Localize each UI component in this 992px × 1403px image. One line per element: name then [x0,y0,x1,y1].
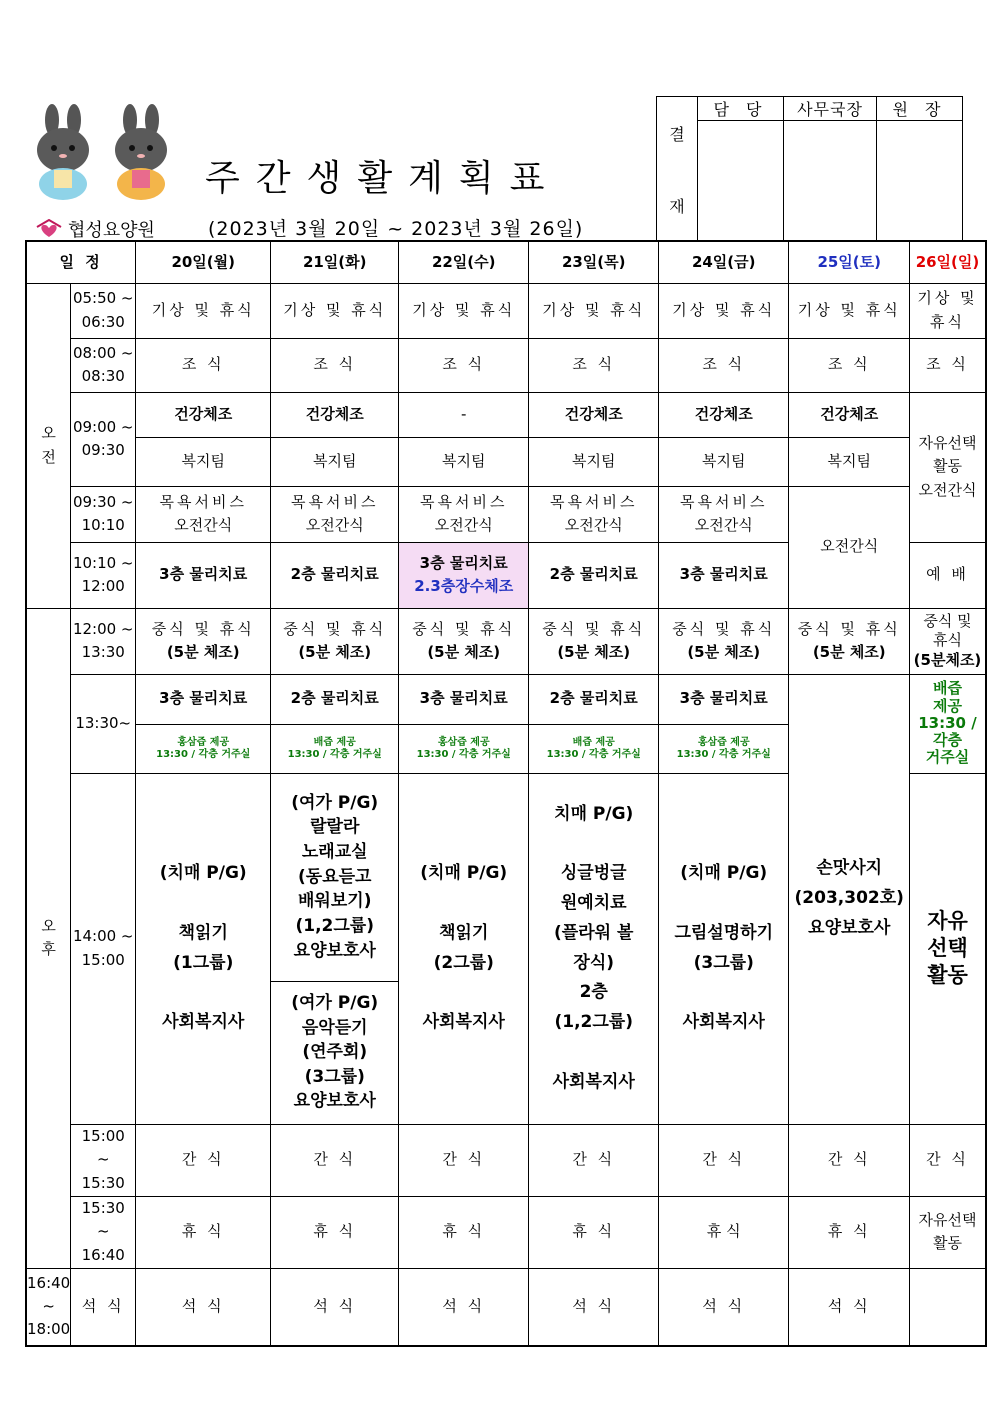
schedule-cell: 간 식 [529,1124,659,1196]
schedule-cell: 기상 및 휴식 [910,283,986,338]
day-header-saturday: 25일(토) [789,241,910,283]
schedule-cell: 석 식 [271,1268,399,1346]
time-cell: 09:00 ~ 09:30 [71,392,136,486]
time-cell: 15:30 ~ 16:40 [71,1196,136,1268]
time-cell: 10:10 ~ 12:00 [71,542,136,608]
approval-box [656,96,963,242]
time-cell: 09:30 ~ 10:10 [71,486,136,542]
schedule-cell: 배즙 제공 13:30 / 각층 거주실 [910,674,986,773]
schedule-period: (2023년 3월 20일 ~ 2023년 3월 26일) [208,218,584,240]
schedule-cell: 석 식 [136,1268,271,1346]
schedule-cell: 3층 물리치료 [399,674,529,724]
day-header: 21일(화) [271,241,399,283]
schedule-cell: 조 식 [529,338,659,392]
schedule-cell: 석 식 [529,1268,659,1346]
schedule-cell: 중식 및 휴식 (5분 체조) [529,608,659,674]
signature-cell[interactable] [877,121,963,242]
schedule-cell: 간 식 [910,1124,986,1196]
schedule-cell: 목욕서비스 오전간식 [659,486,789,542]
schedule-cell: 배즙 제공 13:30 / 각층 거주실 [271,724,399,773]
schedule-cell: 배즙 제공 13:30 / 각층 거주실 [529,724,659,773]
schedule-cell: 2층 물리치료 [529,674,659,724]
program-cell: (여가 P/G) 랄랄라 노래교실 (동요듣고 배워보기) (1,2그룹) 요양보호사 (여가 P/G) 음악듣기 (연주회) (3그룹) 요양보호사 [271,773,399,1124]
schedule-cell: 손맛사지 (203,302호) 요양보호사 [789,674,910,1124]
schedule-cell: 3층 물리치료 [136,542,271,608]
schedule-cell: 건강체조 [136,392,271,437]
schedule-cell-highlight: 3층 물리치료 2.3층장수체조 [399,542,529,608]
approval-role-secretary: 사무국장 [784,97,877,121]
schedule-cell: 3층 물리치료 [659,542,789,608]
schedule-cell: 2층 물리치료 [271,674,399,724]
schedule-cell: 석 식 [659,1268,789,1346]
schedule-cell: 간 식 [136,1124,271,1196]
schedule-cell: 기상 및 휴식 [136,283,271,338]
schedule-cell: 석 식 [399,1268,529,1346]
schedule-cell: 석 식 [71,1268,136,1346]
schedule-cell: - [399,392,529,437]
schedule-cell: 건강체조 [789,392,910,437]
schedule-cell: 건강체조 [529,392,659,437]
schedule-cell: 기상 및 휴식 [271,283,399,338]
schedule-cell: 목욕서비스 오전간식 [271,486,399,542]
table-row [26,1196,986,1268]
schedule-cell: 기상 및 휴식 [659,283,789,338]
schedule-cell: 2층 물리치료 [529,542,659,608]
schedule-cell: 중식 및 휴식 (5분 체조) [399,608,529,674]
schedule-cell: 조 식 [271,338,399,392]
am-label: 오 전 [26,283,71,608]
page-title: 주간생활계획표 [205,158,561,199]
schedule-cell: 복지팀 [659,437,789,486]
approval-role-manager: 담 당 [698,97,784,121]
table-row [26,392,986,437]
schedule-cell: 기상 및 휴식 [789,283,910,338]
time-cell: 12:00 ~ 13:30 [71,608,136,674]
schedule-cell: 휴 식 [659,1196,789,1268]
schedule-cell: 간 식 [659,1124,789,1196]
table-row [26,486,986,542]
schedule-cell: 조 식 [136,338,271,392]
schedule-cell: 휴 식 [529,1196,659,1268]
schedule-cell: 휴 식 [136,1196,271,1268]
schedule-cell: 간 식 [399,1124,529,1196]
table-row [26,437,986,486]
schedule-cell: 홍삼즙 제공 13:30 / 각층 거주실 [136,724,271,773]
table-row [26,608,986,674]
schedule-cell: 간 식 [789,1124,910,1196]
time-cell: 16:40 ~ 18:00 [26,1268,71,1346]
schedule-cell: 홍삼즙 제공 13:30 / 각층 거주실 [659,724,789,773]
day-header: 23일(목) [529,241,659,283]
table-row [26,283,986,338]
schedule-cell: 오전간식 [789,486,910,608]
schedule-cell: 건강체조 [271,392,399,437]
schedule-cell: 예 배 [910,542,986,608]
schedule-cell: 조 식 [910,338,986,392]
schedule-cell: 복지팀 [789,437,910,486]
table-row [26,338,986,392]
schedule-cell: 3층 물리치료 [136,674,271,724]
schedule-cell: 중식 및 휴식 (5분 체조) [789,608,910,674]
schedule-cell: 복지팀 [136,437,271,486]
table-row [26,674,986,724]
time-cell: 14:00 ~ 15:00 [71,773,136,1124]
facility-name [34,216,155,242]
schedule-cell: 중식 및 휴식 (5분체조) [910,608,986,674]
schedule-cell: 3층 물리치료 [659,674,789,724]
signature-cell[interactable] [784,121,877,242]
schedule-cell: 휴 식 [399,1196,529,1268]
facility-label: 협성요양원 [68,220,155,241]
time-cell: 13:30~ [71,674,136,773]
heart-logo-icon [34,219,64,239]
schedule-cell: 목욕서비스 오전간식 [529,486,659,542]
schedule-cell: 복지팀 [271,437,399,486]
schedule-cell: 기상 및 휴식 [399,283,529,338]
schedule-cell: 휴 식 [789,1196,910,1268]
program-cell: 치매 P/G) 싱글벙글 원예치료 (플라워 볼 장식) 2층 (1,2그룹) 사회복지사 [529,773,659,1124]
program-cell: (치매 P/G) 그림설명하기 (3그룹) 사회복지사 [659,773,789,1124]
program-cell: (치매 P/G) 책읽기 (1그룹) 사회복지사 [136,773,271,1124]
corner-label: 일 정 [26,241,136,283]
schedule-cell: 기상 및 휴식 [529,283,659,338]
table-row [26,1124,986,1196]
schedule-cell: 조 식 [789,338,910,392]
schedule-cell: 휴 식 [271,1196,399,1268]
schedule-cell: 목욕서비스 오전간식 [136,486,271,542]
schedule-cell: 석 식 [789,1268,910,1346]
schedule-cell: 건강체조 [659,392,789,437]
time-cell: 05:50 ~ 06:30 [71,283,136,338]
schedule-cell: 중식 및 휴식 (5분 체조) [659,608,789,674]
schedule-cell: 2층 물리치료 [271,542,399,608]
schedule-cell: 홍삼즙 제공 13:30 / 각층 거주실 [399,724,529,773]
time-cell: 15:00 ~ 15:30 [71,1124,136,1196]
program-cell: 자유 선택 활동 [910,773,986,1124]
day-header: 20일(월) [136,241,271,283]
schedule-cell: 간 식 [271,1124,399,1196]
schedule-cell: 복지팀 [529,437,659,486]
program-cell: (치매 P/G) 책읽기 (2그룹) 사회복지사 [399,773,529,1124]
schedule-cell: 목욕서비스 오전간식 [399,486,529,542]
rabbit-mascots-icon [30,102,180,202]
weekly-schedule-table [25,240,987,1347]
header-row [26,241,986,283]
signature-cell[interactable] [698,121,784,242]
schedule-cell: 조 식 [659,338,789,392]
schedule-cell: 중식 및 휴식 (5분 체조) [136,608,271,674]
approval-side-label: 결 재 [657,97,698,242]
approval-role-director: 원 장 [877,97,963,121]
schedule-cell: 자유선택 활동 오전간식 [910,392,986,542]
pm-label: 오 후 [26,608,71,1268]
schedule-cell: 자유선택 활동 [910,1196,986,1268]
schedule-cell: 복지팀 [399,437,529,486]
day-header: 24일(금) [659,241,789,283]
schedule-cell: 중식 및 휴식 (5분 체조) [271,608,399,674]
table-row [26,1268,986,1346]
schedule-cell: 조 식 [399,338,529,392]
day-header-sunday: 26일(일) [910,241,986,283]
day-header: 22일(수) [399,241,529,283]
time-cell: 08:00 ~ 08:30 [71,338,136,392]
